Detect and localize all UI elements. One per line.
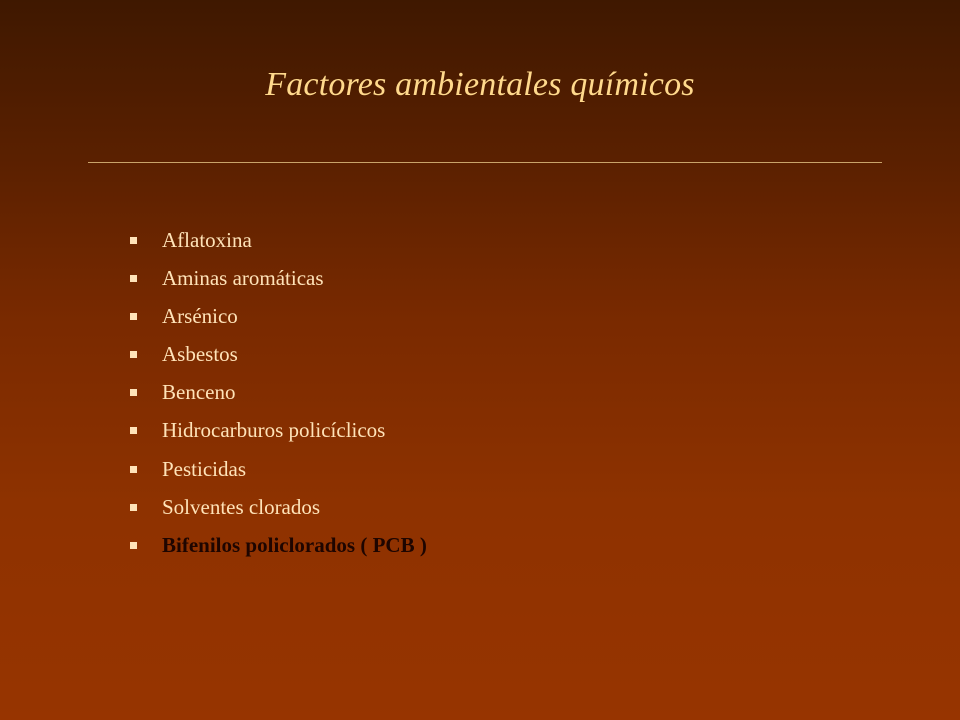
bullet-item-asbestos <box>130 339 427 377</box>
bullet-item-solventes <box>130 492 427 530</box>
title-divider <box>88 162 882 163</box>
bullet-text: Asbestos <box>162 342 238 367</box>
bullet-text: Hidrocarburos policíclicos <box>162 418 386 443</box>
bullet-item-benceno <box>130 377 427 415</box>
bullet-item-aflatoxina <box>130 225 427 263</box>
square-bullet-icon <box>130 427 137 434</box>
square-bullet-icon <box>130 542 137 549</box>
bullet-text-emphasis: Bifenilos policlorados ( PCB ) <box>162 532 427 557</box>
bullet-list <box>130 225 427 568</box>
bullet-text: Aminas aromáticas <box>162 266 324 291</box>
square-bullet-icon <box>130 466 137 473</box>
slide-title: Factores ambientales químicos <box>265 66 695 103</box>
bullet-text: Solventes clorados <box>162 494 321 519</box>
bullet-text: Arsénico <box>162 304 238 329</box>
bullet-item-pesticidas <box>130 454 427 492</box>
bullet-item-hidrocarburos <box>130 415 427 453</box>
square-bullet-icon <box>130 504 137 511</box>
square-bullet-icon <box>130 351 137 358</box>
square-bullet-icon <box>130 237 137 244</box>
bullet-text: Pesticidas <box>162 456 246 481</box>
bullet-text: Benceno <box>162 380 236 405</box>
bullet-item-bifenilos <box>130 530 427 568</box>
bullet-item-aminas-aromaticas <box>130 263 427 301</box>
bullet-text: Aflatoxina <box>162 228 252 252</box>
square-bullet-icon <box>130 389 137 396</box>
square-bullet-icon <box>130 275 137 282</box>
square-bullet-icon <box>130 313 137 320</box>
bullet-item-arsenico <box>130 301 427 339</box>
